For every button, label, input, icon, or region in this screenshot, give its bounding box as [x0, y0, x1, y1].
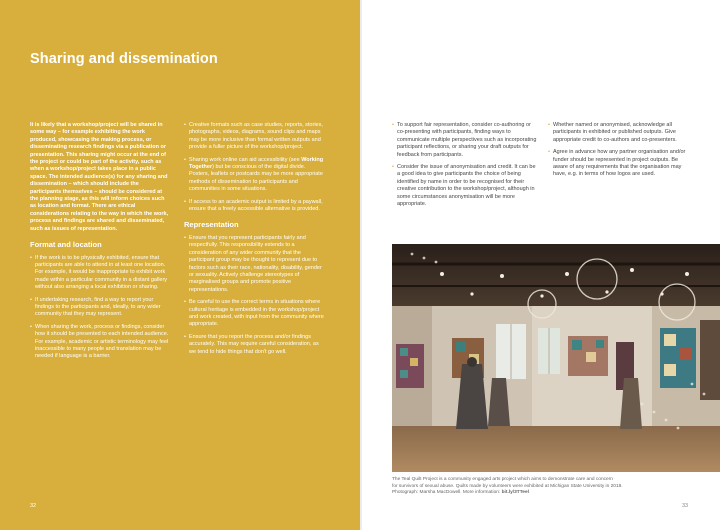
page-number-right: 33: [682, 503, 689, 509]
photo-caption: [392, 477, 692, 497]
caption-line: The Teal Quilt Project is a community engaged arts project which aims to demonstrate care and concern: [392, 477, 613, 482]
caption-line: for survivors of sexual abuse. Quilts made by volunteers were exhibited at Michigan State University in 2018.: [392, 483, 623, 489]
bullet-item: • If undertaking research, find a way to report your findings to the participants and, ideally, to any wider community that they may represent.: [30, 297, 170, 319]
bullet-item: • When sharing the work, process or findings, consider how it should be presented to each intended audience. For example, academic or artistic terminology may feel inaccessible to many people and translation may be needed if language is a barrier.: [30, 324, 170, 361]
bullet-item: • Agree in advance how any partner organisation and/or funder should be represented in project outputs. Be aware of any requirements that the organisation may have, e.g. in terms of how logos are used.: [548, 149, 694, 179]
column-2: [184, 122, 324, 361]
heading-format-location: Format and location: [30, 240, 102, 250]
bullet-text: ) but be conscious of the digital divide. Posters, leaflets or postcards may be more appropriate methods of dissemination to participants and communities in some situations.: [189, 164, 323, 193]
caption-line: [392, 490, 692, 497]
gallery-photo-drawing: [392, 244, 720, 472]
working-together-link[interactable]: Working Together: [189, 156, 324, 171]
intro-paragraph: It is likely that a workshop/project will be shared in some way – for example exhibiting the work produced, showcasing the making process, or disseminating research findings via a publication or presentation. This sharing might occur at the end of the project or could be part of the activity, such as when a workshop/project takes place in a public space. The intended audience(s) for any sharing and dissemination – which should include the participants themselves – should be considered at the planning stage, as this will inform choices such as location and format. There are ethical considerations relating to the way in which the work, process and findings are shared and disseminated, such as issues of representation.: [30, 122, 169, 232]
caption-link[interactable]: bit.ly/3TTeel: [501, 490, 529, 496]
bullet-item: • Whether named or anonymised, acknowledge all participants in exhibited or published outputs. Give appropriate credit to co-authors and co-presenters.: [548, 122, 694, 144]
gallery-photo: [392, 244, 720, 472]
bullet-item: • To support fair representation, consider co-authoring or co-presenting with participants, finding ways to communicate multiple perspectives such as incorporating participant reflections, or sharing your draft outputs for feedback from participants.: [392, 122, 538, 159]
bullet-text: Sharing work online can aid accessibility (see: [189, 156, 302, 163]
column-4: [548, 122, 694, 184]
heading-representation: Representation: [184, 220, 239, 230]
bullet-item: [184, 157, 324, 194]
page-number-left: 32: [30, 503, 37, 509]
column-3: [392, 122, 538, 213]
bullet-item: • Creative formats such as case studies, reports, stories, photographs, videos, diagrams, sound clips and maps may be more inclusive than formal written outputs and provide a fuller picture of the workshop/project.: [184, 122, 324, 152]
caption-credit: Photograph: Marsha MacDowell. More information:: [392, 490, 502, 496]
bullet-item: • Consider the issue of anonymisation and credit. It can be a good idea to give participants the choice of being identified by name in order to be recognised for their creative contribution to the workshop/project, although in some circumstances anonymisation will be more appropriate.: [392, 164, 538, 208]
bullet-item: • Ensure that you represent participants fairly and respectfully. This responsibility extends to a consideration of any wider community that the participant group may be thought to represent due to factors such as their race, nationality, disability, gender or sexuality. Actively challenge stereotypes of marginalised groups and promote positive representations.: [184, 235, 324, 294]
column-1: [30, 122, 170, 366]
bullet-item: • If the work is to be physically exhibited, ensure that participants are able to attend in at least one location. For example, it would be inappropriate to exhibit work made within a particular community in a distant gallery without also arranging a local exhibition or sharing.: [30, 255, 170, 292]
page-title: Sharing and dissemination: [30, 51, 218, 67]
bullet-item: • Be careful to use the correct terms in situations where cultural heritage is embedded in the workshop/project and work created, with input from the community where appropriate.: [184, 299, 324, 329]
bullet-item: • Ensure that you report the process and/or findings accurately. This may require careful consideration, as we tend to hide things that don't go well.: [184, 334, 324, 356]
bullet-item: • If access to an academic output is limited by a paywall, ensure that a freely accessible alternative is provided.: [184, 199, 324, 214]
